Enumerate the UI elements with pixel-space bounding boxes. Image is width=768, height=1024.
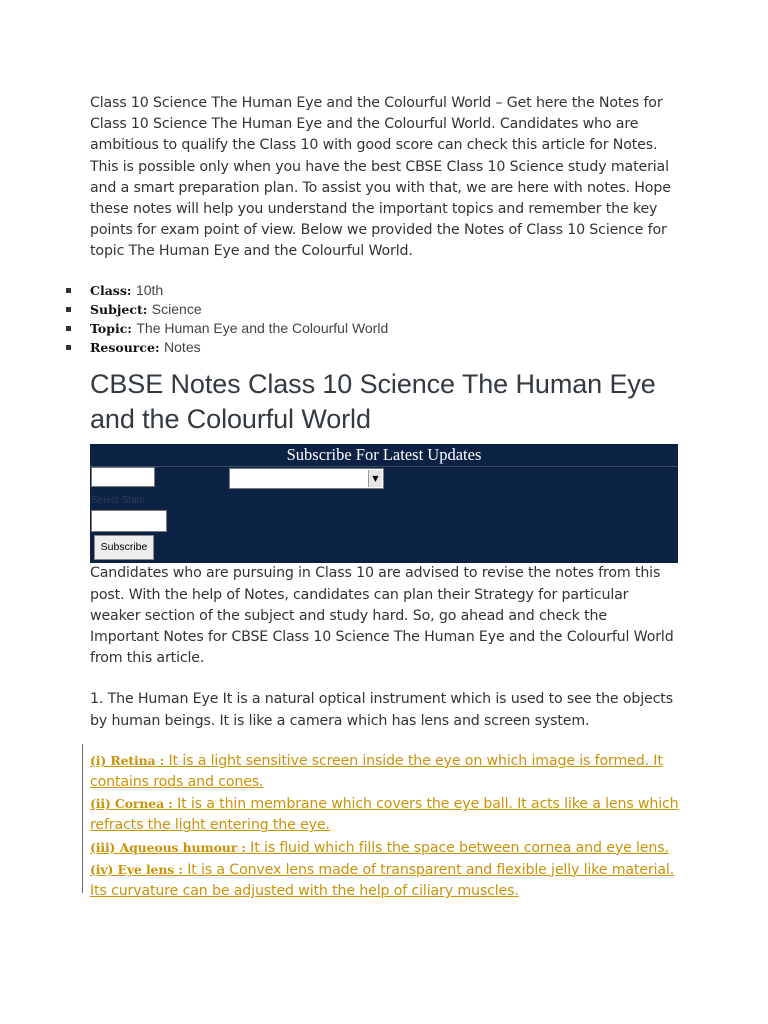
meta-value: 10th [135, 281, 164, 298]
meta-key: Class: [90, 282, 132, 298]
meta-value: Science [151, 300, 202, 317]
eye-part-cornea[interactable] [90, 793, 680, 836]
bullet-icon [66, 288, 71, 293]
eye-part-term: (i) Retina : [90, 752, 165, 768]
meta-key: Resource: [90, 340, 160, 356]
email-input[interactable] [91, 510, 167, 532]
subscribe-button[interactable]: Subscribe [94, 535, 154, 560]
meta-key: Topic: [90, 321, 132, 337]
eye-part-term: (iv) Eye lens : [90, 861, 183, 877]
body-paragraph: Candidates who are pursuing in Class 10 are advised to revise the notes from this post. With the help of Notes, candidates can plan their Strategy for particular weaker section of the subject and study hard. So, go ahead and check the Important Notes for CBSE Class 10 Science The Human Eye and the Colourful World from this article. [90, 565, 674, 667]
bullet-icon [66, 345, 71, 350]
meta-item-topic [66, 319, 680, 338]
name-input[interactable] [91, 467, 155, 487]
meta-value: Notes [164, 339, 201, 356]
eye-parts-list [90, 750, 680, 902]
eye-part-definition: It is fluid which fills the space between cornea and eye lens. [245, 839, 669, 856]
eye-part-definition: It is a thin membrane which covers the eye ball. It acts like a lens which refracts the light entering the eye. [90, 796, 679, 834]
intro-paragraph: Class 10 Science The Human Eye and the Colourful World – Get here the Notes for Class 10 Science The Human Eye and the Colourful World. Candidates who are ambitious to qualify the Class 10 with good score can check this article for Notes. This is possible only when you have the best CBSE Class 10 Science study material and a smart preparation plan. To assist you with that, we are here with notes. Hope these notes will help you understand the important topics and remember the key points for exam point of view. Below we provided the Notes of Class 10 Science for topic The Human Eye and the Colourful World. [90, 95, 671, 260]
eye-part-term: (ii) Cornea : [90, 796, 173, 812]
eye-part-term: (iii) Aqueous humour : [90, 839, 246, 855]
meta-key: Subject: [90, 301, 148, 317]
subscribe-heading: Subscribe For Latest Updates [90, 444, 678, 467]
human-eye-paragraph: 1. The Human Eye It is a natural optical instrument which is used to see the objects by human beings. It is like a camera which has lens and screen system. [90, 691, 673, 729]
eye-part-retina[interactable] [90, 750, 680, 793]
state-select[interactable] [229, 468, 384, 489]
bullet-icon [66, 307, 71, 312]
meta-value: The Human Eye and the Colourful World [136, 320, 389, 337]
meta-list [66, 281, 680, 358]
eye-part-definition: It is a Convex lens made of transparent and flexible jelly like material. Its curvature can be adjusted with the help of ciliary muscles. [90, 861, 675, 900]
meta-item-resource [66, 338, 680, 357]
page-title: CBSE Notes Class 10 Science The Human Eye and the Colourful World [90, 369, 656, 435]
meta-item-subject [66, 300, 680, 319]
eye-part-aqueous-humour[interactable] [90, 837, 680, 859]
meta-item-class [66, 281, 680, 300]
article [90, 93, 680, 902]
dropdown-arrow-icon[interactable]: ▼ [368, 470, 382, 487]
subscribe-box [90, 444, 678, 563]
eye-part-definition: It is a light sensitive screen inside the eye on which image is formed. It contains rods and cones. [90, 752, 663, 791]
state-label: Select State [91, 495, 145, 507]
eye-part-eye-lens[interactable] [90, 859, 680, 902]
quote-bar [82, 744, 83, 893]
bullet-icon [66, 326, 71, 331]
